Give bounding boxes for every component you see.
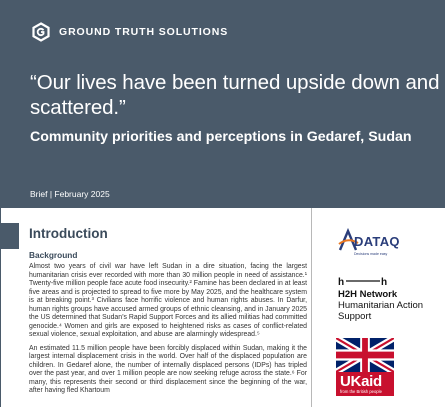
h2h-title: H2H Network [338,289,398,300]
org-logo [31,22,228,42]
report-meta: Brief | February 2025 [30,189,110,199]
dataq-name: DATAQ [354,234,400,249]
h2h-logo-icon [338,276,390,286]
union-flag-icon [336,338,394,372]
ukaid-tagline: from the British people [340,389,382,394]
svg-text:h: h [381,277,388,286]
svg-text:h: h [338,277,345,286]
dataq-tagline: Decisions made easy [354,252,388,256]
ukaid-logo [336,372,394,396]
dataq-logo [336,228,400,266]
column-divider [311,208,312,407]
ukaid-name: UKaid [340,373,382,390]
h2h-subtitle: Humanitarian Action Support [338,300,424,322]
gts-logo-icon [31,22,51,42]
org-name: GROUND TRUTH SOLUTIONS [59,26,229,38]
section-heading: Introduction [29,226,108,241]
section-marker [0,223,19,249]
paragraph: Almost two years of civil war have left Sudan in a dire situation, facing the largest humanitarian crisis ever recorded with more than 30 million people in need of assistance.¹ Twenty-five million people face acute food insecurity.² Famine has been declared in at least five areas and is projected to spread to five more by May 2025, and the healthcare system is at breaking point.³ Civilians face horrific violence and human rights abuses. In Darfur, human rights groups have accused armed groups of ethnic cleansing, and in January 2025 the US determined that Sudan’s Rapid Support Forces and its allied militias had committed genocide.⁴ Women and girls are exposed to heightened risks as cases of conflict-related sexual violence, sexual exploitation, and abuse are alarmingly widespread.⁵ [29,263,307,338]
intro-body [29,250,307,407]
report-subtitle: Community priorities and perceptions in Gedaref, Sudan [30,129,412,145]
paragraph: An estimated 11.5 million people have been forcibly displaced within Sudan, making it the largest internal displacement crisis in the world. Over half of the displaced population are children. In Gedaref alone, the number of internally displaced persons (IDPs) has tripled over the past year, and over 1 million people are now seeking refuge across the state.⁶ For many, this represents their second or third displacement since the beginning of the war, after having fled Khartoum [29,344,307,394]
partner-logos [320,208,445,407]
report-title: “Our lives have been turned upside down and scattered.” [30,71,440,119]
background-subheading: Background [29,250,78,260]
